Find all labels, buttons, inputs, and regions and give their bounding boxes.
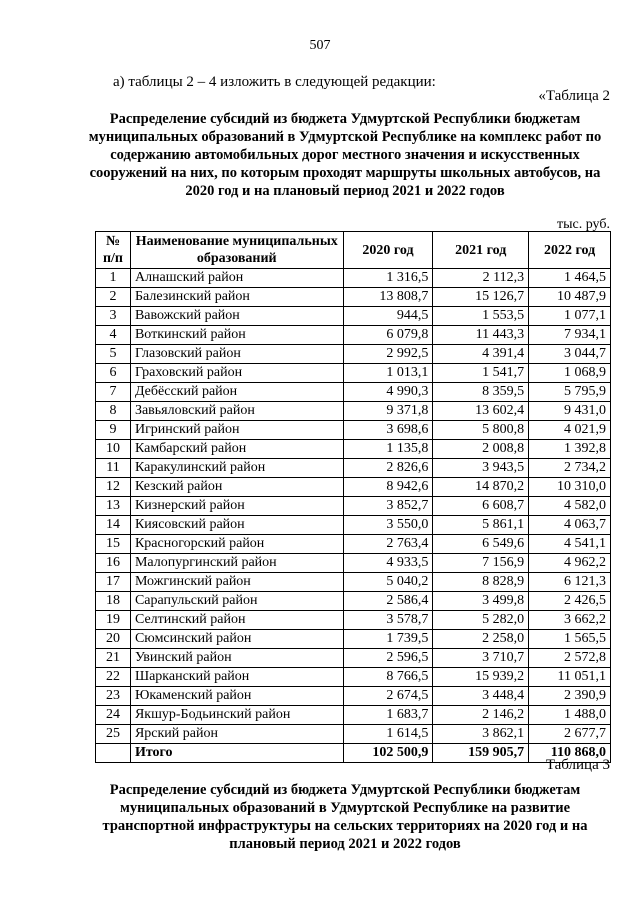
row-number: 8 [96, 402, 131, 421]
row-value-2020: 2 826,6 [343, 459, 433, 478]
row-name: Граховский район [130, 364, 343, 383]
row-value-2021: 15 126,7 [433, 288, 529, 307]
row-value-2020: 3 578,7 [343, 611, 433, 630]
row-value-2022: 1 488,0 [529, 706, 611, 725]
row-value-2021: 8 359,5 [433, 383, 529, 402]
row-value-2020: 2 596,5 [343, 649, 433, 668]
row-name: Алнашский район [130, 269, 343, 288]
header-num: № п/п [96, 232, 131, 269]
table-row [96, 611, 611, 630]
row-value-2021: 1 541,7 [433, 364, 529, 383]
table-row [96, 725, 611, 744]
row-name: Дебёсский район [130, 383, 343, 402]
row-name: Ярский район [130, 725, 343, 744]
total-num-cell [96, 744, 131, 763]
row-value-2022: 9 431,0 [529, 402, 611, 421]
table-row [96, 516, 611, 535]
table-row [96, 421, 611, 440]
row-value-2022: 2 390,9 [529, 687, 611, 706]
table3-ref: Таблица 3 [545, 757, 610, 773]
row-name: Красногорский район [130, 535, 343, 554]
row-value-2021: 11 443,3 [433, 326, 529, 345]
table-row [96, 269, 611, 288]
row-value-2022: 3 662,2 [529, 611, 611, 630]
table-row [96, 668, 611, 687]
row-value-2022: 1 565,5 [529, 630, 611, 649]
table-row [96, 345, 611, 364]
row-value-2022: 1 077,1 [529, 307, 611, 326]
row-value-2020: 1 739,5 [343, 630, 433, 649]
row-value-2020: 6 079,8 [343, 326, 433, 345]
header-2020: 2020 год [343, 232, 433, 269]
row-value-2020: 2 992,5 [343, 345, 433, 364]
table-row [96, 630, 611, 649]
row-number: 21 [96, 649, 131, 668]
row-value-2021: 3 499,8 [433, 592, 529, 611]
row-value-2021: 4 391,4 [433, 345, 529, 364]
row-name: Якшур-Бодьинский район [130, 706, 343, 725]
total-2020: 102 500,9 [343, 744, 433, 763]
table-row [96, 592, 611, 611]
row-value-2022: 4 962,2 [529, 554, 611, 573]
row-value-2021: 14 870,2 [433, 478, 529, 497]
table2-ref: «Таблица 2 [538, 88, 610, 104]
row-value-2021: 15 939,2 [433, 668, 529, 687]
row-name: Завьяловский район [130, 402, 343, 421]
total-2021: 159 905,7 [433, 744, 529, 763]
table-row [96, 459, 611, 478]
row-name: Глазовский район [130, 345, 343, 364]
row-number: 9 [96, 421, 131, 440]
row-name: Юкаменский район [130, 687, 343, 706]
row-value-2021: 3 943,5 [433, 459, 529, 478]
row-value-2021: 3 862,1 [433, 725, 529, 744]
row-value-2020: 1 135,8 [343, 440, 433, 459]
row-value-2020: 2 586,4 [343, 592, 433, 611]
table-row [96, 288, 611, 307]
row-number: 12 [96, 478, 131, 497]
row-value-2020: 4 990,3 [343, 383, 433, 402]
table-row [96, 687, 611, 706]
row-name: Увинский район [130, 649, 343, 668]
table-row [96, 535, 611, 554]
row-name: Балезинский район [130, 288, 343, 307]
table-row [96, 326, 611, 345]
intro-text: а) таблицы 2 – 4 изложить в следующей редакции: [113, 74, 436, 90]
row-value-2021: 8 828,9 [433, 573, 529, 592]
row-value-2021: 6 608,7 [433, 497, 529, 516]
row-value-2020: 2 674,5 [343, 687, 433, 706]
table-row [96, 706, 611, 725]
total-2022: 110 868,0 [529, 744, 611, 763]
row-value-2021: 2 146,2 [433, 706, 529, 725]
row-name: Кизнерский район [130, 497, 343, 516]
row-value-2020: 8 766,5 [343, 668, 433, 687]
table-header-row [96, 232, 611, 269]
row-value-2022: 1 068,9 [529, 364, 611, 383]
row-value-2022: 4 541,1 [529, 535, 611, 554]
row-value-2021: 7 156,9 [433, 554, 529, 573]
row-value-2021: 2 008,8 [433, 440, 529, 459]
table-row [96, 383, 611, 402]
table-row [96, 402, 611, 421]
row-name: Каракулинский район [130, 459, 343, 478]
row-name: Воткинский район [130, 326, 343, 345]
row-value-2022: 4 021,9 [529, 421, 611, 440]
row-value-2021: 3 448,4 [433, 687, 529, 706]
table-row [96, 649, 611, 668]
row-value-2021: 1 553,5 [433, 307, 529, 326]
row-value-2020: 13 808,7 [343, 288, 433, 307]
row-value-2022: 4 063,7 [529, 516, 611, 535]
table-row [96, 307, 611, 326]
row-name: Вавожский район [130, 307, 343, 326]
row-value-2022: 11 051,1 [529, 668, 611, 687]
row-value-2021: 6 549,6 [433, 535, 529, 554]
unit-label: тыс. руб. [557, 217, 610, 232]
row-name: Шарканский район [130, 668, 343, 687]
header-2021: 2021 год [433, 232, 529, 269]
row-value-2022: 10 487,9 [529, 288, 611, 307]
row-value-2020: 2 763,4 [343, 535, 433, 554]
table-row [96, 497, 611, 516]
table-row [96, 440, 611, 459]
row-value-2022: 1 464,5 [529, 269, 611, 288]
row-number: 11 [96, 459, 131, 478]
table-row [96, 478, 611, 497]
header-2022: 2022 год [529, 232, 611, 269]
row-name: Сарапульский район [130, 592, 343, 611]
row-value-2022: 7 934,1 [529, 326, 611, 345]
row-number: 1 [96, 269, 131, 288]
row-value-2021: 5 861,1 [433, 516, 529, 535]
row-value-2022: 2 426,5 [529, 592, 611, 611]
row-value-2022: 5 795,9 [529, 383, 611, 402]
row-value-2020: 1 683,7 [343, 706, 433, 725]
row-name: Малопургинский район [130, 554, 343, 573]
row-value-2020: 4 933,5 [343, 554, 433, 573]
row-number: 16 [96, 554, 131, 573]
row-number: 2 [96, 288, 131, 307]
row-value-2022: 2 734,2 [529, 459, 611, 478]
row-number: 24 [96, 706, 131, 725]
row-name: Сюмсинский район [130, 630, 343, 649]
row-number: 5 [96, 345, 131, 364]
row-value-2022: 2 677,7 [529, 725, 611, 744]
row-value-2020: 9 371,8 [343, 402, 433, 421]
row-value-2022: 1 392,8 [529, 440, 611, 459]
row-value-2021: 2 112,3 [433, 269, 529, 288]
page-number: 507 [309, 38, 331, 53]
row-value-2020: 944,5 [343, 307, 433, 326]
row-number: 3 [96, 307, 131, 326]
total-label: Итого [130, 744, 343, 763]
row-value-2020: 5 040,2 [343, 573, 433, 592]
table-row [96, 364, 611, 383]
row-value-2020: 8 942,6 [343, 478, 433, 497]
row-name: Селтинский район [130, 611, 343, 630]
row-name: Камбарский район [130, 440, 343, 459]
table-row [96, 573, 611, 592]
row-value-2022: 6 121,3 [529, 573, 611, 592]
row-number: 15 [96, 535, 131, 554]
row-name: Киясовский район [130, 516, 343, 535]
row-value-2020: 3 852,7 [343, 497, 433, 516]
table-body [96, 269, 611, 763]
row-value-2020: 1 316,5 [343, 269, 433, 288]
row-value-2022: 3 044,7 [529, 345, 611, 364]
row-value-2020: 3 550,0 [343, 516, 433, 535]
row-number: 19 [96, 611, 131, 630]
total-row [96, 744, 611, 763]
row-number: 14 [96, 516, 131, 535]
row-value-2021: 3 710,7 [433, 649, 529, 668]
row-number: 17 [96, 573, 131, 592]
row-name: Кезский район [130, 478, 343, 497]
row-number: 4 [96, 326, 131, 345]
table2-title: Распределение субсидий из бюджета Удмуртской Республики бюджетам муниципальных образований в Удмуртской Республике на комплекс работ по содержанию автомобильных дорог местного значения и искусственных сооружений на них, по которым проходят маршруты школьных автобусов, на 2020 год и на плановый период 2021 и 2022 годов [88, 111, 602, 199]
row-number: 10 [96, 440, 131, 459]
row-value-2021: 2 258,0 [433, 630, 529, 649]
row-number: 7 [96, 383, 131, 402]
row-number: 20 [96, 630, 131, 649]
row-number: 22 [96, 668, 131, 687]
row-number: 18 [96, 592, 131, 611]
subsidy-table [95, 231, 611, 763]
row-number: 13 [96, 497, 131, 516]
row-value-2021: 5 800,8 [433, 421, 529, 440]
row-value-2020: 1 614,5 [343, 725, 433, 744]
row-value-2021: 5 282,0 [433, 611, 529, 630]
row-value-2020: 1 013,1 [343, 364, 433, 383]
row-value-2020: 3 698,6 [343, 421, 433, 440]
row-value-2022: 10 310,0 [529, 478, 611, 497]
row-name: Игринский район [130, 421, 343, 440]
table3-title: Распределение субсидий из бюджета Удмуртской Республики бюджетам муниципальных образований в Удмуртской Республике на развитие транспортной инфраструктуры на сельских территориях на 2020 год и на плановый период 2021 и 2022 годов [102, 782, 588, 852]
row-number: 23 [96, 687, 131, 706]
row-number: 6 [96, 364, 131, 383]
row-number: 25 [96, 725, 131, 744]
table-row [96, 554, 611, 573]
header-name: Наименование муниципальных образований [130, 232, 343, 269]
row-value-2022: 2 572,8 [529, 649, 611, 668]
row-value-2022: 4 582,0 [529, 497, 611, 516]
row-value-2021: 13 602,4 [433, 402, 529, 421]
row-name: Можгинский район [130, 573, 343, 592]
